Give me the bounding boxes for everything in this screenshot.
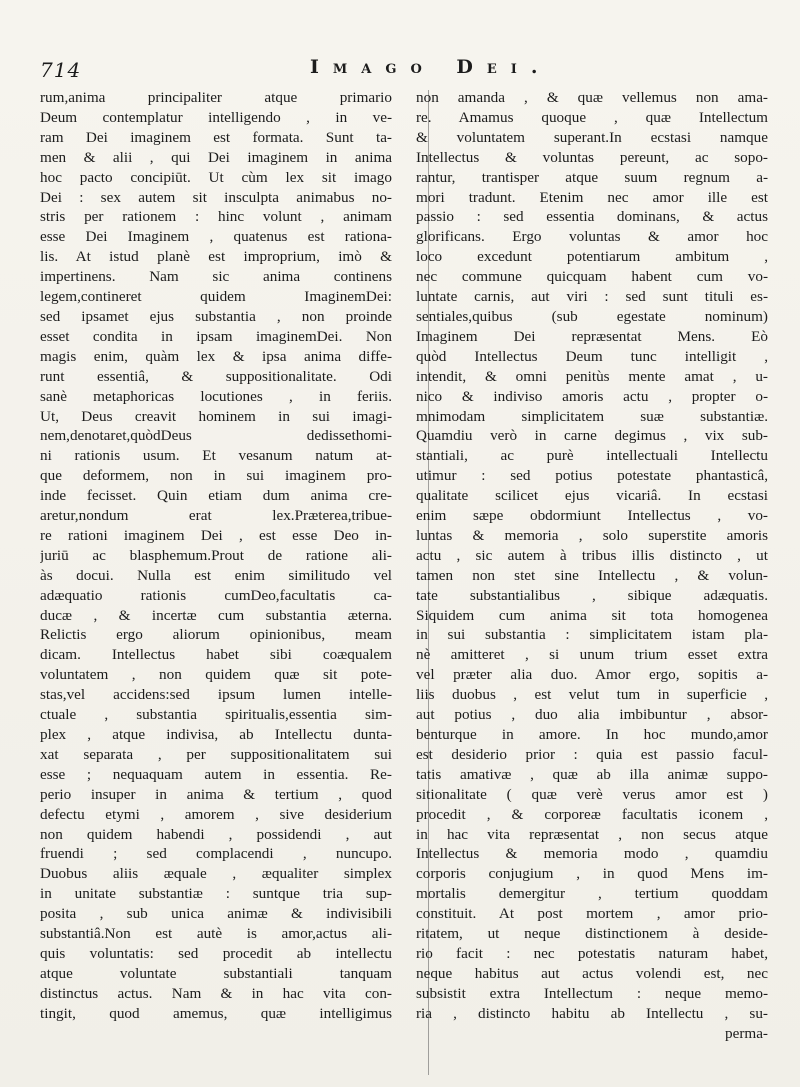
page-header <box>40 56 760 84</box>
text-line: sed ipsamet ejus substantia , non proinde <box>40 307 392 325</box>
text-columns <box>40 88 768 1044</box>
text-line: re. Amamus quoque , quæ Intellectum <box>416 108 768 126</box>
text-line: stas,vel accidens:sed ipsum lumen intelle- <box>40 686 392 704</box>
right-column <box>416 88 768 1044</box>
text-line: juriū ac blasphemum.Prout de ratione ali- <box>40 546 392 564</box>
text-line: adæquatio rationis cumDeo,facultatis ca- <box>40 586 392 604</box>
text-line: magis enim, quàm lex & ipsa anima diffe- <box>40 347 392 365</box>
text-line: quis voluntatis: sed procedit ab intellectu <box>40 944 392 962</box>
text-line: sanè metaphoricas locutiones , in feriis. <box>40 387 392 405</box>
text-line: sentiales,quibus (sub egestate nominum) <box>416 307 768 325</box>
text-line: ducæ , & incertæ cum substantia æterna. <box>40 606 392 624</box>
text-line: às docui. Nulla est enim similitudo vel <box>40 566 392 584</box>
text-line: stantiali, ac purè intellectuali Intellectu <box>416 447 768 465</box>
text-line: esset condita in ipsam imaginemDei. Non <box>40 327 392 345</box>
text-line: Ut, Deus creavit hominem in sui imagi- <box>40 407 392 425</box>
text-line: posita , sub unica animæ & indivisibili <box>40 905 392 923</box>
text-line: rio facit : nec potestatis naturam habet, <box>416 944 768 962</box>
text-line: passio : sed essentia dominans, & actus <box>416 208 768 226</box>
text-line: impertinens. Nam sic anima continens <box>40 268 392 286</box>
text-line: constituit. At post mortem , amor prio- <box>416 905 768 923</box>
text-line: in unitate substantiæ : suntque tria sup- <box>40 885 392 903</box>
text-line: ria , distincto habitu ab Intellectu , su- <box>416 1004 768 1022</box>
text-line: Deum contemplatur intelligendo , in ve- <box>40 108 392 126</box>
text-line: procedit , & corporeæ facultatis iconem , <box>416 805 768 823</box>
text-line: dicam. Intellectus habet sibi coæqualem <box>40 646 392 664</box>
text-line: Relictis ergo aliorum opinionibus, meam <box>40 626 392 644</box>
text-line: rum,anima principaliter atque primario <box>40 89 392 106</box>
text-line: intendit, & omni penitùs mente amat , u- <box>416 367 768 385</box>
text-line: enim sæpe obdormiunt Intellectus , vo- <box>416 507 768 525</box>
running-title: Imago Dei. <box>310 56 552 78</box>
text-line: nè amitteret , si unum trium esset extra <box>416 646 768 664</box>
text-line: non quidem habendi , possidendi , aut <box>40 825 392 843</box>
text-line: est desiderio prior : quia est passio facul- <box>416 745 768 763</box>
text-line: xat separata , per suppositionalitatem sui <box>40 745 392 763</box>
text-line: Quamdiu verò in carne degimus , vix sub- <box>416 427 768 445</box>
text-line: neque habitus aut actus volendi est, nec <box>416 964 768 982</box>
text-line: perio insuper in anima & tertium , quod <box>40 785 392 803</box>
text-line: lis. At istud planè est improprium, imò & <box>40 248 392 266</box>
text-line: mortalis demergitur , tertium quoddam <box>416 885 768 903</box>
text-line: men & alii , qui Dei imaginem in anima <box>40 148 392 166</box>
text-line: que deformem, non in sui imaginem pro- <box>40 467 392 485</box>
text-line: glorificans. Ergo voluntas & amor hoc <box>416 228 768 246</box>
text-line: Intellectus & memoria modo , quamdiu <box>416 845 768 863</box>
text-line: ni rationis usum. Et vesanum natum at- <box>40 447 392 465</box>
text-line: esse ; nequaquam autem in essentia. Re- <box>40 765 392 783</box>
text-line: vel præter alia duo. Amor ergo, sopitis a- <box>416 666 768 684</box>
text-line: luntas & memoria , solo superstite amoris <box>416 526 768 544</box>
text-line: aut potius , duo alia imbibuntur , absor- <box>416 706 768 724</box>
text-line: runt essentiâ, & suppositionalitate. Odi <box>40 367 392 385</box>
text-line: fruendi ; sed complacendi , nuncupo. <box>40 845 392 863</box>
text-line: substantiâ.Non est autè is amor,actus ali- <box>40 925 392 943</box>
text-line: nico & indiviso amoris actu , propter o- <box>416 387 768 405</box>
text-line: rantur, trantisper atque suum regnum a- <box>416 168 768 186</box>
text-line: benturque in amore. In hoc mundo,amor <box>416 726 768 743</box>
text-line: mnimodam simplicitatem suæ substantiæ. <box>416 407 768 425</box>
text-line: tate substantialibus , sibique adæquatis. <box>416 586 768 604</box>
text-line: Duobus aliis æquale , æqualiter simplex <box>40 865 392 883</box>
text-line: ram Dei imaginem est formata. Sunt ta- <box>40 128 392 146</box>
text-line: aretur,nondum erat lex.Præterea,tribue- <box>40 507 392 525</box>
text-line: ctuale , substantia spiritualis,essentia sim- <box>40 706 392 724</box>
text-line: Intellectus & voluntas pereunt, ac sopo- <box>416 148 768 166</box>
text-line: Imaginem Dei repræsentat Mens. Eò <box>416 327 768 345</box>
text-line: in sui substantia : simplicitatem istam pla- <box>416 626 768 644</box>
text-line: distinctus actus. Nam & in hac vita con- <box>40 984 392 1002</box>
text-line: & voluntatem superant.In ecstasi namque <box>416 128 768 146</box>
text-line: utimur : sed potius potestate phantasticâ, <box>416 467 768 485</box>
text-line: plex , atque indivisa, ab Intellectu dunta- <box>40 726 392 743</box>
text-line: ritatem, ut neque distinctionem à deside- <box>416 925 768 943</box>
text-line: tamen non stet sine Intellectu , & volun- <box>416 566 768 584</box>
text-line: liis duobus , est velut tum in superficie , <box>416 686 768 704</box>
text-line: in hac vita repræsentat , non secus atque <box>416 825 768 843</box>
text-line: stris per rationem : hinc volunt , animam <box>40 208 392 226</box>
text-line: esse Dei Imaginem , quatenus est rationa- <box>40 228 392 246</box>
text-line: hoc pacto concipiūt. Ut cùm lex sit imago <box>40 168 392 186</box>
text-line: nem,denotaret,quòdDeus dedissethomi- <box>40 427 392 445</box>
text-line: luntate carnis, aut viri : sed sunt tituli es- <box>416 288 768 306</box>
text-line: Siquidem cum anima sit tota homogenea <box>416 606 768 624</box>
text-line: re rationi imaginem Dei , est esse Deo in- <box>40 526 392 544</box>
text-line: subsistit extra Intellectum : neque memo- <box>416 984 768 1002</box>
text-line: loco excedunt potentiarum ambitum , <box>416 248 768 266</box>
text-line: mori tradunt. Etenim nec amor ille est <box>416 188 768 206</box>
text-line: qualitate scilicet ejus vicariâ. In ecstasi <box>416 487 768 505</box>
text-line: defectu etymi , amorem , sive desiderium <box>40 805 392 823</box>
text-line: atque voluntate substantiali tanquam <box>40 964 392 982</box>
text-line: inde fecisset. Quin etiam dum anima cre- <box>40 487 392 505</box>
text-line: tatis amativæ , quæ ab illa animæ suppo- <box>416 765 768 783</box>
text-line: Dei : sex autem sit insculpta animabus no- <box>40 188 392 206</box>
catchword: perma- <box>724 1024 768 1042</box>
text-line: non amanda , & quæ vellemus non ama- <box>416 89 768 106</box>
page-number: 714 <box>40 58 82 82</box>
left-column <box>40 88 392 1044</box>
text-line: nec commune quicquam habent cum vo- <box>416 268 768 286</box>
text-line: tingit, quod amemus, quæ intelligimus <box>40 1004 392 1022</box>
text-line: corporis conjugium , in quod Mens im- <box>416 865 768 883</box>
text-line: actu , sic autem à tribus illis distincto , ut <box>416 546 768 564</box>
text-line: sitionalitate ( quæ verè verus amor est ) <box>416 785 768 803</box>
text-line: quòd Intellectus Deum tunc intelligit , <box>416 347 768 365</box>
text-line: legem,contineret quidem ImaginemDei: <box>40 288 392 306</box>
text-line: voluntatem , non quidem quæ sit pote- <box>40 666 392 684</box>
